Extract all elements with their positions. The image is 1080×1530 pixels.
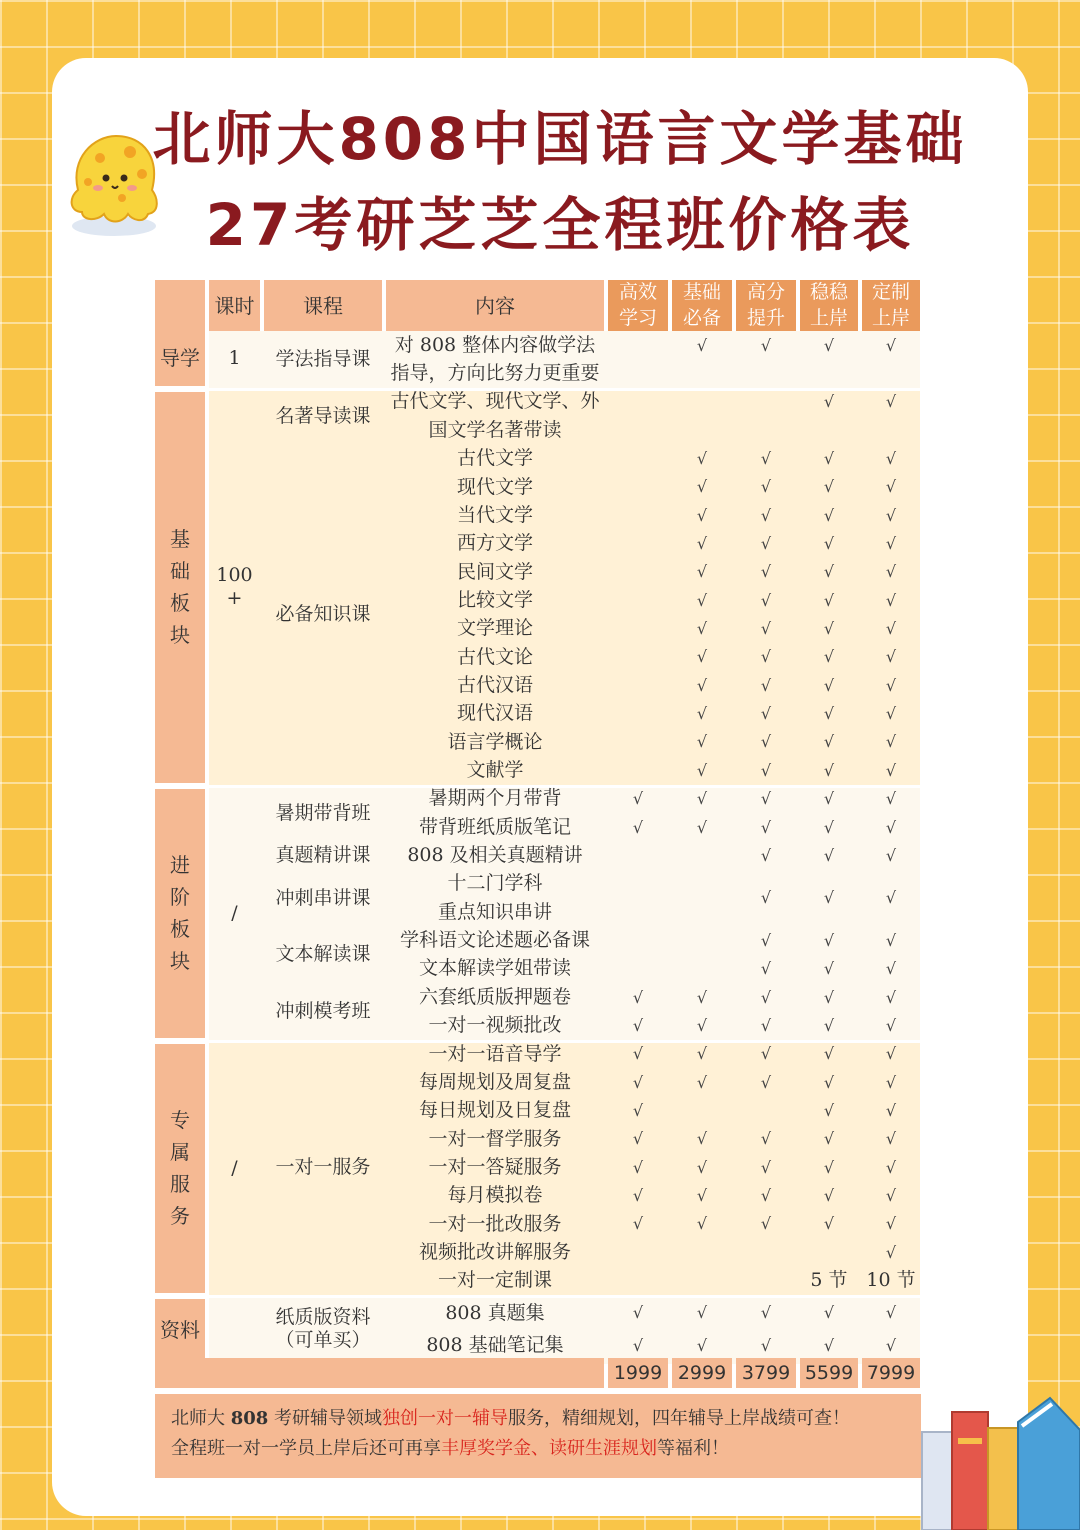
plan-mark: √: [632, 1015, 644, 1035]
content-cell: 文本解读学姐带读: [418, 957, 571, 980]
plan-mark: √: [760, 1044, 772, 1064]
content-cell: 对 808 整体内容做学法: [394, 333, 596, 356]
plan-mark: √: [823, 1186, 835, 1206]
group-hours: 100 +: [216, 564, 253, 610]
content-cell: 比较文学: [456, 588, 533, 611]
plan-mark: √: [696, 619, 708, 639]
plan-mark: √: [885, 1101, 897, 1121]
plan-mark: √: [823, 534, 835, 554]
plan-mark: √: [823, 1303, 835, 1323]
plan-mark: √: [823, 1129, 835, 1149]
content-cell: 指导，方向比努力更重要: [390, 362, 600, 385]
header-plan: 高分 提升: [736, 280, 796, 331]
plan-mark: √: [696, 1214, 708, 1234]
plan-mark: √: [885, 1186, 897, 1206]
content-cell: 西方文学: [456, 532, 533, 555]
plan-mark: √: [823, 647, 835, 667]
content-cell: 国文学名著带读: [428, 418, 562, 441]
plan-mark: √: [885, 732, 897, 752]
header-plan: 基础 必备: [672, 280, 732, 331]
plan-mark: √: [823, 1101, 835, 1121]
plan-mark: √: [696, 1072, 708, 1092]
plan-mark: √: [760, 704, 772, 724]
plan-mark: √: [760, 477, 772, 497]
plan-mark: √: [823, 1072, 835, 1092]
plan-mark: √: [760, 959, 772, 979]
header-plan: 稳稳 上岸: [800, 280, 858, 331]
plan-mark: √: [696, 335, 708, 355]
content-cell: 重点知识串讲: [437, 900, 552, 923]
content-cell: 古代文学: [456, 447, 533, 470]
plan-mark: √: [823, 1015, 835, 1035]
content-cell: 每周规划及周复盘: [418, 1070, 571, 1093]
plan-mark: √: [760, 1303, 772, 1323]
page-title-line2: 27考研芝芝全程班价格表: [205, 191, 915, 259]
header-hours: 课时: [209, 280, 260, 331]
note-line2: 全程班一对一学员上岸后还可再享丰厚奖学金、读研生涯规划等福利！: [171, 1438, 729, 1459]
plan-mark: √: [885, 619, 897, 639]
course-name: 冲刺模考班: [275, 999, 371, 1022]
content-cell: 一对一视频批改: [428, 1014, 562, 1037]
plan-mark: √: [696, 1044, 708, 1064]
plan-mark: √: [696, 448, 708, 468]
plan-mark: √: [885, 930, 897, 950]
plan-mark: √: [696, 789, 708, 809]
plan-mark: √: [760, 1186, 772, 1206]
price-cell: 1999: [608, 1358, 668, 1388]
content-cell: 现代文学: [456, 475, 533, 498]
content-cell: 六套纸质版押题卷: [418, 985, 571, 1008]
plan-mark: √: [885, 1129, 897, 1149]
plan-mark: √: [760, 987, 772, 1007]
plan-mark: √: [823, 704, 835, 724]
plan-mark: √: [885, 1335, 897, 1355]
plan-mark: √: [885, 477, 897, 497]
plan-mark: √: [760, 817, 772, 837]
content-cell: 古代汉语: [456, 673, 533, 696]
course-name: 暑期带背班: [275, 801, 371, 824]
content-cell: 当代文学: [456, 503, 533, 526]
plan-mark: √: [760, 845, 772, 865]
plan-mark: √: [632, 1157, 644, 1177]
group-hours: 1: [228, 346, 241, 369]
page-title-line1: 北师大808中国语言文学基础: [152, 105, 968, 173]
note-line1: 北师大 808 考研辅导领域独创一对一辅导服务，精细规划，四年辅导上岸战绩可查！: [171, 1408, 851, 1429]
plan-mark: √: [760, 930, 772, 950]
plan-mark: √: [696, 704, 708, 724]
plan-mark: √: [760, 675, 772, 695]
plan-mark: √: [885, 392, 897, 412]
content-cell: 现代汉语: [456, 702, 533, 725]
plan-mark: √: [696, 1129, 708, 1149]
plan-mark: √: [760, 534, 772, 554]
plan-mark: √: [885, 1242, 897, 1262]
content-cell: 学科语文论述题必备课: [399, 929, 590, 952]
plan-mark: 5 节: [810, 1269, 848, 1292]
plan-mark: √: [696, 647, 708, 667]
group-label: 资料: [155, 1299, 205, 1362]
plan-mark: √: [885, 1303, 897, 1323]
plan-mark: √: [885, 704, 897, 724]
content-cell: 808 真题集: [445, 1301, 545, 1324]
plan-mark: √: [632, 1129, 644, 1149]
plan-mark: √: [823, 959, 835, 979]
plan-mark: √: [823, 1214, 835, 1234]
plan-mark: √: [760, 1072, 772, 1092]
plan-mark: √: [760, 789, 772, 809]
group-hours: /: [231, 1156, 238, 1179]
plan-mark: √: [885, 562, 897, 582]
plan-mark: √: [885, 760, 897, 780]
content-cell: 一对一督学服务: [428, 1127, 562, 1150]
group-hours: /: [231, 901, 238, 924]
content-cell: 808 基础笔记集: [426, 1334, 564, 1357]
plan-mark: √: [823, 505, 835, 525]
price-cell: 2999: [672, 1358, 732, 1388]
content-cell: 文献学: [466, 759, 524, 782]
plan-mark: √: [696, 477, 708, 497]
plan-mark: √: [823, 392, 835, 412]
header-blank: [155, 280, 205, 331]
plan-mark: √: [885, 959, 897, 979]
price-cell: 7999: [862, 1358, 920, 1388]
content-cell: 古代文学、现代文学、外: [390, 390, 600, 413]
plan-mark: √: [696, 732, 708, 752]
content-cell: 一对一答疑服务: [428, 1155, 562, 1178]
plan-mark: √: [760, 732, 772, 752]
plan-mark: √: [823, 817, 835, 837]
plan-mark: √: [696, 760, 708, 780]
group-label: 专 属 服 务: [155, 1044, 205, 1293]
plan-mark: √: [696, 675, 708, 695]
plan-mark: √: [823, 562, 835, 582]
plan-mark: √: [760, 1129, 772, 1149]
content-cell: 十二门学科: [447, 872, 543, 895]
course-name: 一对一服务: [275, 1155, 371, 1178]
plan-mark: √: [823, 448, 835, 468]
content-cell: 一对一语音导学: [428, 1042, 562, 1065]
header-content: 内容: [386, 280, 604, 331]
plan-mark: √: [760, 760, 772, 780]
plan-mark: √: [696, 1335, 708, 1355]
plan-mark: √: [885, 1044, 897, 1064]
plan-mark: √: [696, 987, 708, 1007]
plan-mark: √: [885, 845, 897, 865]
plan-mark: √: [885, 1015, 897, 1035]
header-plan: 高效 学习: [608, 280, 668, 331]
plan-mark: √: [632, 1186, 644, 1206]
course-name: 文本解读课: [275, 943, 371, 966]
plan-mark: √: [760, 590, 772, 610]
plan-mark: √: [885, 675, 897, 695]
plan-mark: √: [823, 335, 835, 355]
plan-mark: √: [696, 1186, 708, 1206]
content-cell: 视频批改讲解服务: [418, 1240, 571, 1263]
content-cell: 语言学概论: [447, 730, 543, 753]
content-cell: 每日规划及日复盘: [418, 1099, 571, 1122]
plan-mark: √: [823, 987, 835, 1007]
header-plan: 定制 上岸: [862, 280, 920, 331]
plan-mark: √: [632, 789, 644, 809]
course-name: 纸质版资料 （可单买）: [275, 1306, 371, 1352]
plan-mark: √: [632, 817, 644, 837]
plan-mark: √: [760, 562, 772, 582]
content-cell: 一对一定制课: [437, 1269, 552, 1292]
plan-mark: √: [885, 590, 897, 610]
plan-mark: √: [823, 619, 835, 639]
plan-mark: √: [823, 789, 835, 809]
plan-mark: √: [696, 817, 708, 837]
plan-mark: √: [696, 590, 708, 610]
plan-mark: √: [760, 505, 772, 525]
plan-mark: √: [823, 675, 835, 695]
plan-mark: √: [760, 888, 772, 908]
price-cell: 5599: [800, 1358, 858, 1388]
plan-mark: √: [760, 619, 772, 639]
course-name: 名著导读课: [275, 404, 371, 427]
plan-mark: √: [696, 1015, 708, 1035]
plan-mark: √: [823, 1335, 835, 1355]
plan-mark: √: [885, 987, 897, 1007]
plan-mark: √: [632, 1303, 644, 1323]
plan-mark: √: [696, 562, 708, 582]
plan-mark: √: [632, 1044, 644, 1064]
group-label: 进 阶 板 块: [155, 789, 205, 1038]
plan-mark: √: [823, 732, 835, 752]
plan-mark: √: [760, 1214, 772, 1234]
plan-mark: 10 节: [866, 1269, 916, 1292]
plan-mark: √: [760, 647, 772, 667]
group-label: 导学: [155, 331, 205, 386]
content-cell: 古代文论: [456, 645, 533, 668]
course-name: 真题精讲课: [275, 844, 371, 867]
plan-mark: √: [696, 1157, 708, 1177]
course-name: 冲刺串讲课: [275, 886, 371, 909]
group-label: 基 础 板 块: [155, 392, 205, 783]
plan-mark: √: [885, 505, 897, 525]
plan-mark: √: [885, 534, 897, 554]
plan-mark: √: [885, 1214, 897, 1234]
plan-mark: √: [632, 987, 644, 1007]
plan-mark: √: [823, 590, 835, 610]
plan-mark: √: [760, 1335, 772, 1355]
content-cell: 一对一批改服务: [428, 1212, 562, 1235]
content-cell: 带背班纸质版笔记: [418, 815, 571, 838]
plan-mark: √: [823, 1044, 835, 1064]
plan-mark: √: [885, 335, 897, 355]
plan-mark: √: [885, 888, 897, 908]
plan-mark: √: [632, 1335, 644, 1355]
plan-mark: √: [760, 1015, 772, 1035]
plan-mark: √: [885, 817, 897, 837]
content-cell: 文学理论: [456, 617, 533, 640]
course-name: 学法指导课: [275, 347, 371, 370]
plan-mark: √: [632, 1214, 644, 1234]
plan-mark: √: [760, 335, 772, 355]
plan-mark: √: [823, 760, 835, 780]
plan-mark: √: [760, 1157, 772, 1177]
content-cell: 暑期两个月带背: [428, 787, 562, 810]
plan-mark: √: [632, 1072, 644, 1092]
plan-mark: √: [760, 448, 772, 468]
footer-note: [155, 1394, 921, 1478]
plan-mark: √: [696, 534, 708, 554]
plan-mark: √: [823, 930, 835, 950]
plan-mark: √: [885, 1072, 897, 1092]
plan-mark: √: [885, 647, 897, 667]
content-cell: 民间文学: [456, 560, 533, 583]
plan-mark: √: [696, 1303, 708, 1323]
plan-mark: √: [823, 845, 835, 865]
plan-mark: √: [885, 448, 897, 468]
content-cell: 每月模拟卷: [447, 1184, 543, 1207]
header-course: 课程: [264, 280, 382, 331]
price-cell: 3799: [736, 1358, 796, 1388]
content-cell: 808 及相关真题精讲: [407, 844, 583, 867]
plan-mark: √: [823, 888, 835, 908]
plan-mark: √: [696, 505, 708, 525]
course-name: 必备知识课: [275, 603, 371, 626]
price-row-label: [155, 1358, 604, 1388]
plan-mark: √: [885, 1157, 897, 1177]
plan-mark: √: [632, 1101, 644, 1121]
plan-mark: √: [823, 1157, 835, 1177]
plan-mark: √: [885, 789, 897, 809]
plan-mark: √: [823, 477, 835, 497]
